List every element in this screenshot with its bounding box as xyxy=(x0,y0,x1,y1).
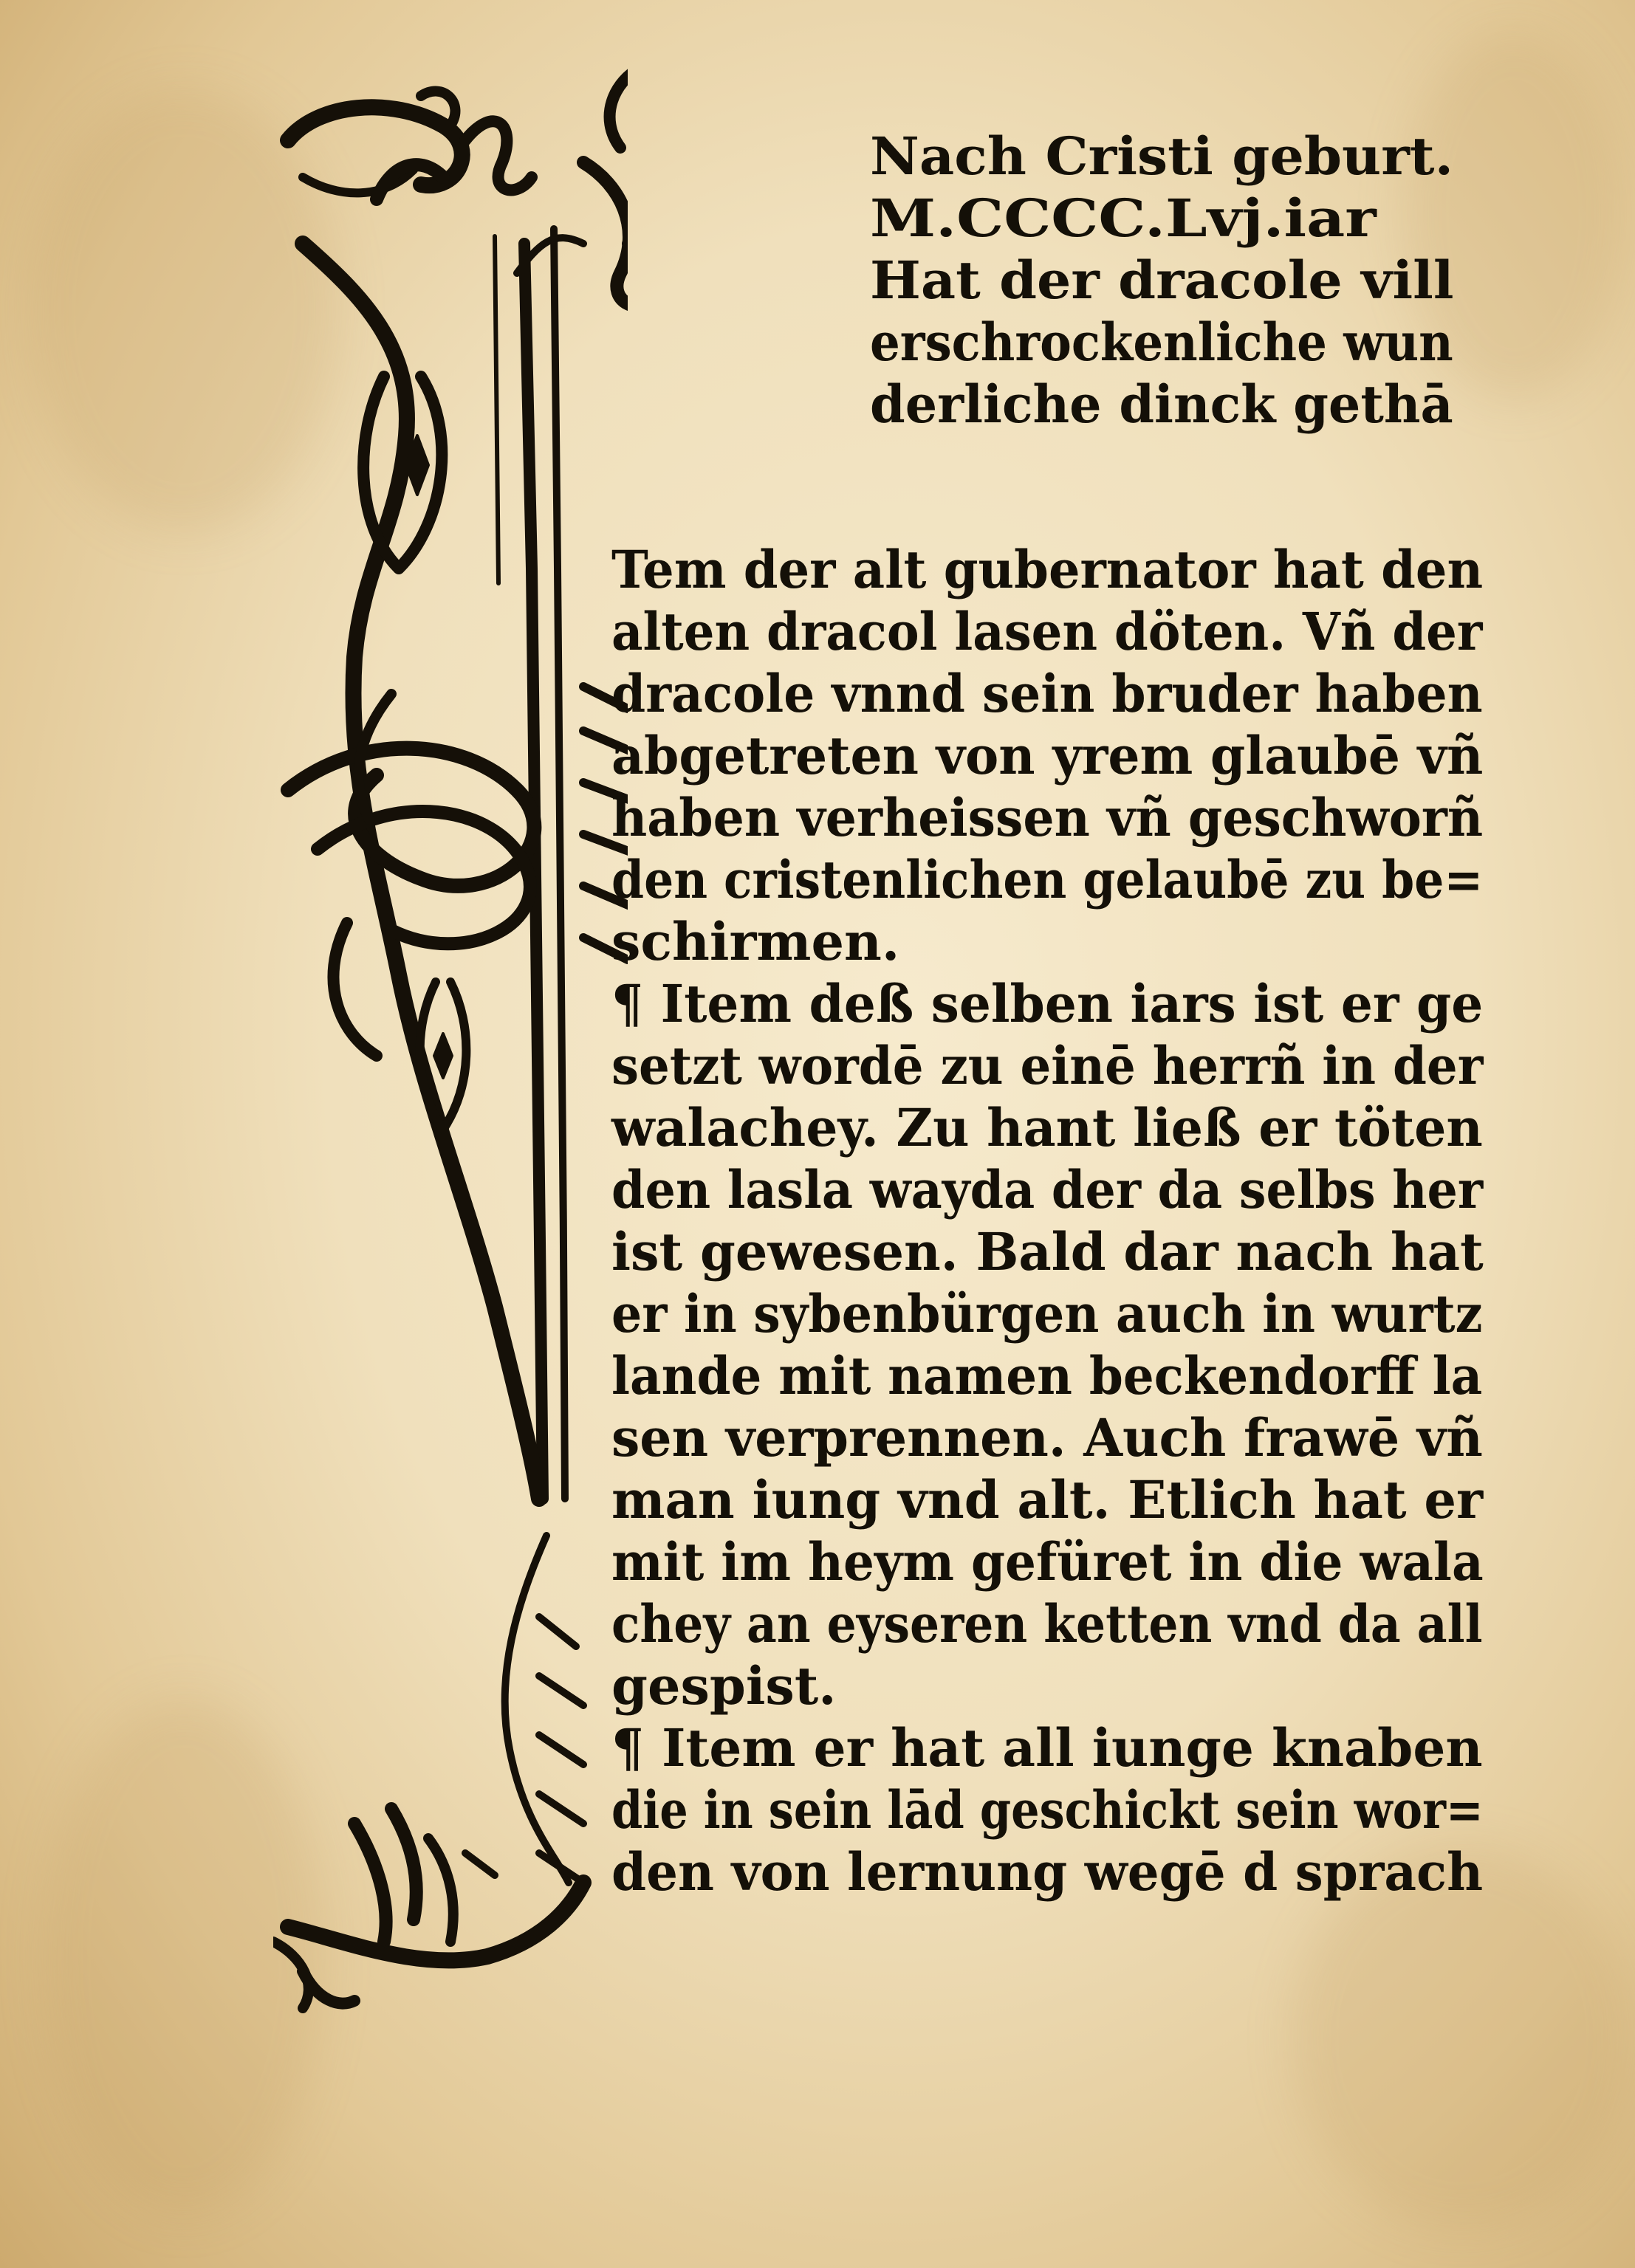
body-line-4: abgetreten von yrem glaubē vñ xyxy=(611,725,1484,786)
body-line-15: sen verprennen. Auch frawē vñ xyxy=(611,1407,1483,1468)
body-line-18: chey an eyseren ketten vnd da all xyxy=(611,1593,1483,1654)
body-line-10: walachey. Zu hant ließ er töten xyxy=(611,1097,1483,1158)
body-line-12: ist gewesen. Bald dar nach hat xyxy=(611,1221,1484,1282)
header-line-5: derliche dinck gethā xyxy=(870,374,1453,435)
body-line-22: den von lernung wegē d sprach xyxy=(611,1841,1484,1903)
header-line-2: M.CCCC.Lvj.iar xyxy=(870,188,1377,249)
body-line-14: lande mit namen beckendorff la xyxy=(611,1345,1483,1406)
body-line-6: den cristenlichen gelaubē zu be= xyxy=(611,849,1484,910)
body-line-9: setzt wordē zu einē herrñ in der xyxy=(611,1035,1484,1096)
paper-stain xyxy=(1292,1846,1632,2230)
header-line-3: Hat der dracole vill xyxy=(870,250,1454,311)
body-line-1: Tem der alt gubernator hat den xyxy=(611,539,1484,600)
header-line-1: Nach Cristi geburt. xyxy=(870,126,1454,187)
body-line-17: mit im heym gefüret in die wala xyxy=(611,1531,1484,1592)
header-line-4: erschrockenliche wun xyxy=(870,312,1453,373)
body-line-2: alten dracol lasen döten. Vñ der xyxy=(611,601,1483,662)
body-line-20: ¶ Item er hat all iunge knaben xyxy=(611,1717,1483,1779)
body-line-7: schirmen. xyxy=(611,911,900,972)
body-line-11: den lasla wayda der da selbs her xyxy=(611,1159,1484,1220)
body-line-8: ¶ Item deß selben iars ist er ge xyxy=(611,973,1484,1034)
header-paragraph xyxy=(870,126,1507,436)
body-line-16: man iung vnd alt. Etlich hat er xyxy=(611,1469,1484,1530)
body-line-13: er in sybenbürgen auch in wurtz xyxy=(611,1283,1483,1344)
body-line-3: dracole vnnd sein bruder haben xyxy=(611,663,1483,724)
body-line-19: gespist. xyxy=(611,1655,837,1717)
decorated-initial-letter xyxy=(273,52,628,2016)
body-text xyxy=(611,539,1620,1903)
body-line-5: haben verheissen vñ geschworñ xyxy=(611,787,1484,848)
body-line-21: die in sein lād geschickt sein wor= xyxy=(611,1779,1484,1841)
